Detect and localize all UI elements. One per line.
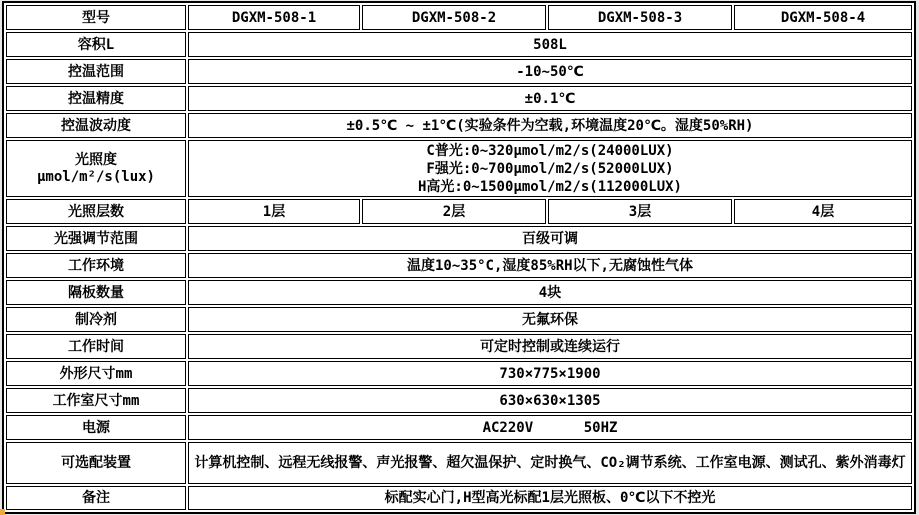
row-optional-accessories-label: 可选配装置: [6, 442, 186, 484]
row-light-layers-value-1: 1层: [188, 199, 360, 224]
row-refrigerant: [6, 307, 912, 332]
row-model: [6, 5, 912, 30]
row-temp-range-value: -10~50℃: [188, 59, 912, 84]
row-power-supply-label: 电源: [6, 415, 186, 440]
row-light-intensity-label: [6, 140, 186, 197]
row-light-layers-value-3: 3层: [548, 199, 732, 224]
light-intensity-label-line1: 光照度: [75, 151, 117, 168]
row-capacity: [6, 32, 912, 57]
row-working-environment-value: 温度10~35°C,湿度85%RH以下,无腐蚀性气体: [188, 253, 912, 278]
row-light-intensity: [6, 140, 912, 197]
row-temp-range-label: 控温范围: [6, 59, 186, 84]
row-external-dimensions: [6, 361, 912, 386]
row-working-environment: [6, 253, 912, 278]
row-temp-accuracy-value: ±0.1℃: [188, 86, 912, 111]
row-chamber-dimensions: [6, 388, 912, 413]
row-power-supply: [6, 415, 912, 440]
row-model-label: 型号: [6, 5, 186, 30]
row-working-time-value: 可定时控制或连续运行: [188, 334, 912, 359]
orange-corner-marker: [0, 509, 5, 515]
light-intensity-h-high: H高光:0~1500μmol/m2/s(112000LUX): [417, 178, 682, 195]
row-power-supply-value: AC220V 50HZ: [188, 415, 912, 440]
row-external-dimensions-label: 外形尺寸mm: [6, 361, 186, 386]
row-shelf-count-label: 隔板数量: [6, 280, 186, 305]
row-shelf-count-value: 4块: [188, 280, 912, 305]
spec-table: [2, 1, 916, 514]
row-working-environment-label: 工作环境: [6, 253, 186, 278]
row-temp-accuracy-label: 控温精度: [6, 86, 186, 111]
row-optional-accessories-value: 计算机控制、远程无线报警、声光报警、超欠温保护、定时换气、CO₂调节系统、工作室电源、测试孔、紫外消毒灯: [188, 442, 912, 484]
row-light-adjust-range-value: 百级可调: [188, 226, 912, 251]
row-external-dimensions-value: 730×775×1900: [188, 361, 912, 386]
row-light-intensity-value: [188, 140, 912, 197]
row-remarks-value: 标配实心门,H型高光标配1层光照板、0℃以下不控光: [188, 486, 912, 510]
row-temp-fluctuation: [6, 113, 912, 138]
row-model-value-3: DGXM-508-3: [548, 5, 732, 30]
row-optional-accessories: [6, 442, 912, 484]
row-chamber-dimensions-value: 630×630×1305: [188, 388, 912, 413]
row-working-time-label: 工作时间: [6, 334, 186, 359]
row-remarks: [6, 486, 912, 510]
row-light-layers: [6, 199, 912, 224]
row-shelf-count: [6, 280, 912, 305]
row-temp-accuracy: [6, 86, 912, 111]
row-light-adjust-range: [6, 226, 912, 251]
row-model-value-4: DGXM-508-4: [734, 5, 912, 30]
light-intensity-f-strong: F强光:0~700μmol/m2/s(52000LUX): [426, 160, 674, 177]
row-chamber-dimensions-label: 工作室尺寸mm: [6, 388, 186, 413]
row-refrigerant-label: 制冷剂: [6, 307, 186, 332]
row-temp-fluctuation-value: ±0.5℃ ~ ±1℃(实验条件为空载,环境温度20℃。湿度50%RH): [188, 113, 912, 138]
row-temp-range: [6, 59, 912, 84]
row-model-value-2: DGXM-508-2: [362, 5, 546, 30]
row-working-time: [6, 334, 912, 359]
row-model-value-1: DGXM-508-1: [188, 5, 360, 30]
light-intensity-c-normal: C普光:0~320μmol/m2/s(24000LUX): [426, 142, 674, 159]
row-light-layers-value-2: 2层: [362, 199, 546, 224]
row-remarks-label: 备注: [6, 486, 186, 510]
row-capacity-value: 508L: [188, 32, 912, 57]
light-intensity-label-line2: μmol/m²/s(lux): [36, 168, 155, 185]
row-light-adjust-range-label: 光强调节范围: [6, 226, 186, 251]
row-refrigerant-value: 无氟环保: [188, 307, 912, 332]
row-temp-fluctuation-label: 控温波动度: [6, 113, 186, 138]
row-light-layers-label: 光照层数: [6, 199, 186, 224]
row-light-layers-value-4: 4层: [734, 199, 912, 224]
row-capacity-label: 容积L: [6, 32, 186, 57]
